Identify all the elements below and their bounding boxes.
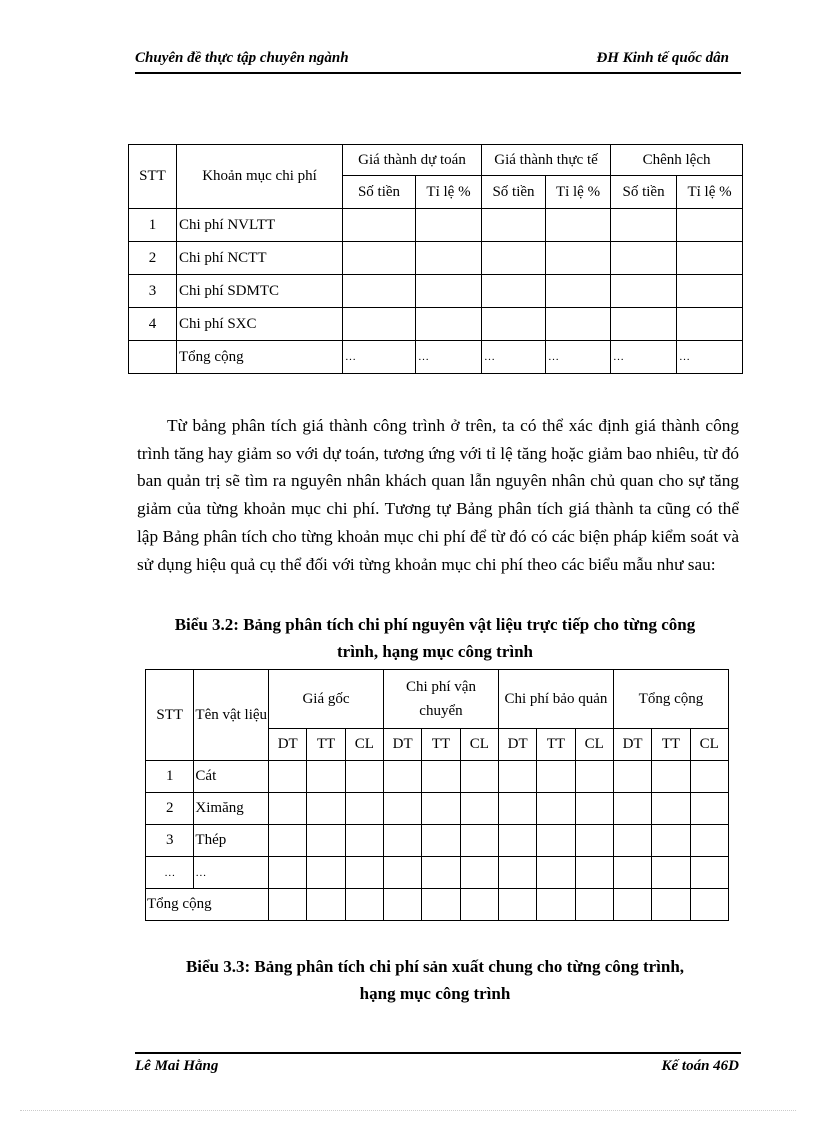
table-row — [146, 761, 729, 793]
subheader-tt: TT — [307, 729, 345, 761]
subheader-so-tien: Số tiền — [611, 176, 677, 209]
ellipsis-cell: … — [677, 341, 743, 374]
subheader-dt: DT — [383, 729, 421, 761]
row-stt: 1 — [146, 761, 194, 793]
body-paragraph: Từ bảng phân tích giá thành công trình ở trên, ta có thể xác định giá thành công trình tăng hay giảm so với dự toán, tương ứng với tỉ lệ tăng hoặc giảm bao nhiêu, từ đó ban quản trị sẽ tìm ra nguyên nhân khách quan lẫn nguyên nhân chủ quan cho sự tăng giảm của từng khoản mục chi phí. Tương tự Bảng phân tích giá thành ta cũng có thể lập Bảng phân tích cho từng khoản mục chi phí để từ đó có các biện pháp kiểm soát và sử dụng hiệu quả cụ thể đối với từng khoản mục chi phí theo các biểu mẫu như sau: — [137, 416, 739, 574]
header-thuc-te: Giá thành thực tế — [482, 145, 611, 176]
subheader-dt: DT — [613, 729, 651, 761]
subheader-cl: CL — [460, 729, 498, 761]
row-name: … — [194, 857, 269, 889]
row-stt: 1 — [129, 209, 177, 242]
header-bao-quan: Chi phí bảo quản — [498, 670, 613, 729]
subheader-dt: DT — [269, 729, 307, 761]
subheader-so-tien: Số tiền — [482, 176, 546, 209]
row-stt: 2 — [129, 242, 177, 275]
ellipsis-cell: … — [611, 341, 677, 374]
row-name: Ximăng — [194, 793, 269, 825]
header-khoan-muc: Khoản mục chi phí — [177, 145, 343, 209]
ellipsis-cell: … — [343, 341, 416, 374]
row-stt: 4 — [129, 308, 177, 341]
material-cost-table — [145, 669, 729, 921]
table-row — [129, 275, 743, 308]
header-right-text: ĐH Kinh tế quốc dân — [596, 50, 729, 66]
subheader-cl: CL — [345, 729, 383, 761]
ellipsis-cell: … — [546, 341, 611, 374]
row-name: Chi phí SXC — [177, 308, 343, 341]
table-row — [129, 242, 743, 275]
header-chenh-lech: Chênh lệch — [611, 145, 743, 176]
table-row — [146, 793, 729, 825]
header-du-toan: Giá thành dự toán — [343, 145, 482, 176]
header-stt: STT — [146, 670, 194, 761]
row-name: Chi phí NVLTT — [177, 209, 343, 242]
caption-bieu-3-2 — [128, 611, 742, 665]
header-left-text: Chuyên đề thực tập chuyên ngành — [135, 50, 349, 66]
subheader-tt: TT — [652, 729, 690, 761]
row-stt: 2 — [146, 793, 194, 825]
table-total-row — [146, 889, 729, 921]
total-label: Tổng cộng — [177, 341, 343, 374]
table-header-row — [146, 670, 729, 729]
table-row — [146, 825, 729, 857]
subheader-tt: TT — [537, 729, 575, 761]
page-edge-divider — [20, 1110, 796, 1111]
header-gia-goc: Giá gốc — [269, 670, 384, 729]
page-header — [135, 46, 741, 74]
subheader-cl: CL — [690, 729, 728, 761]
table-row — [146, 857, 729, 889]
row-name: Chi phí NCTT — [177, 242, 343, 275]
table-total-row — [129, 341, 743, 374]
row-name: Cát — [194, 761, 269, 793]
caption-line: Biểu 3.3: Bảng phân tích chi phí sản xuất chung cho từng công trình, — [185, 957, 685, 976]
table-row — [129, 209, 743, 242]
row-name: Thép — [194, 825, 269, 857]
subheader-ti-le: Tỉ lệ % — [546, 176, 611, 209]
table-row — [129, 308, 743, 341]
row-stt: … — [146, 857, 194, 889]
row-name: Chi phí SDMTC — [177, 275, 343, 308]
header-van-chuyen: Chi phí vận chuyển — [383, 670, 498, 729]
caption-line: Biểu 3.2: Bảng phân tích chi phí nguyên vật liệu trực tiếp cho từng công — [174, 615, 696, 634]
subheader-so-tien: Số tiền — [343, 176, 416, 209]
cost-analysis-table — [128, 144, 743, 374]
page-footer — [135, 1052, 741, 1080]
footer-class: Kế toán 46D — [661, 1058, 739, 1074]
footer-author: Lê Mai Hằng — [135, 1058, 219, 1074]
subheader-dt: DT — [498, 729, 536, 761]
caption-line: hạng mục công trình — [359, 984, 511, 1003]
ellipsis-cell: … — [482, 341, 546, 374]
subheader-tt: TT — [422, 729, 460, 761]
subheader-ti-le: Tỉ lệ % — [677, 176, 743, 209]
subheader-ti-le: Tỉ lệ % — [416, 176, 482, 209]
ellipsis-cell: … — [416, 341, 482, 374]
header-stt: STT — [129, 145, 177, 209]
header-tong-cong: Tổng cộng — [613, 670, 728, 729]
caption-line: trình, hạng mục công trình — [337, 642, 533, 661]
row-stt: 3 — [146, 825, 194, 857]
table-header-row — [129, 145, 743, 176]
total-label: Tổng cộng — [146, 889, 269, 921]
row-stt: 3 — [129, 275, 177, 308]
header-ten-vat-lieu: Tên vật liệu — [194, 670, 269, 761]
subheader-cl: CL — [575, 729, 613, 761]
caption-bieu-3-3 — [128, 953, 742, 1007]
